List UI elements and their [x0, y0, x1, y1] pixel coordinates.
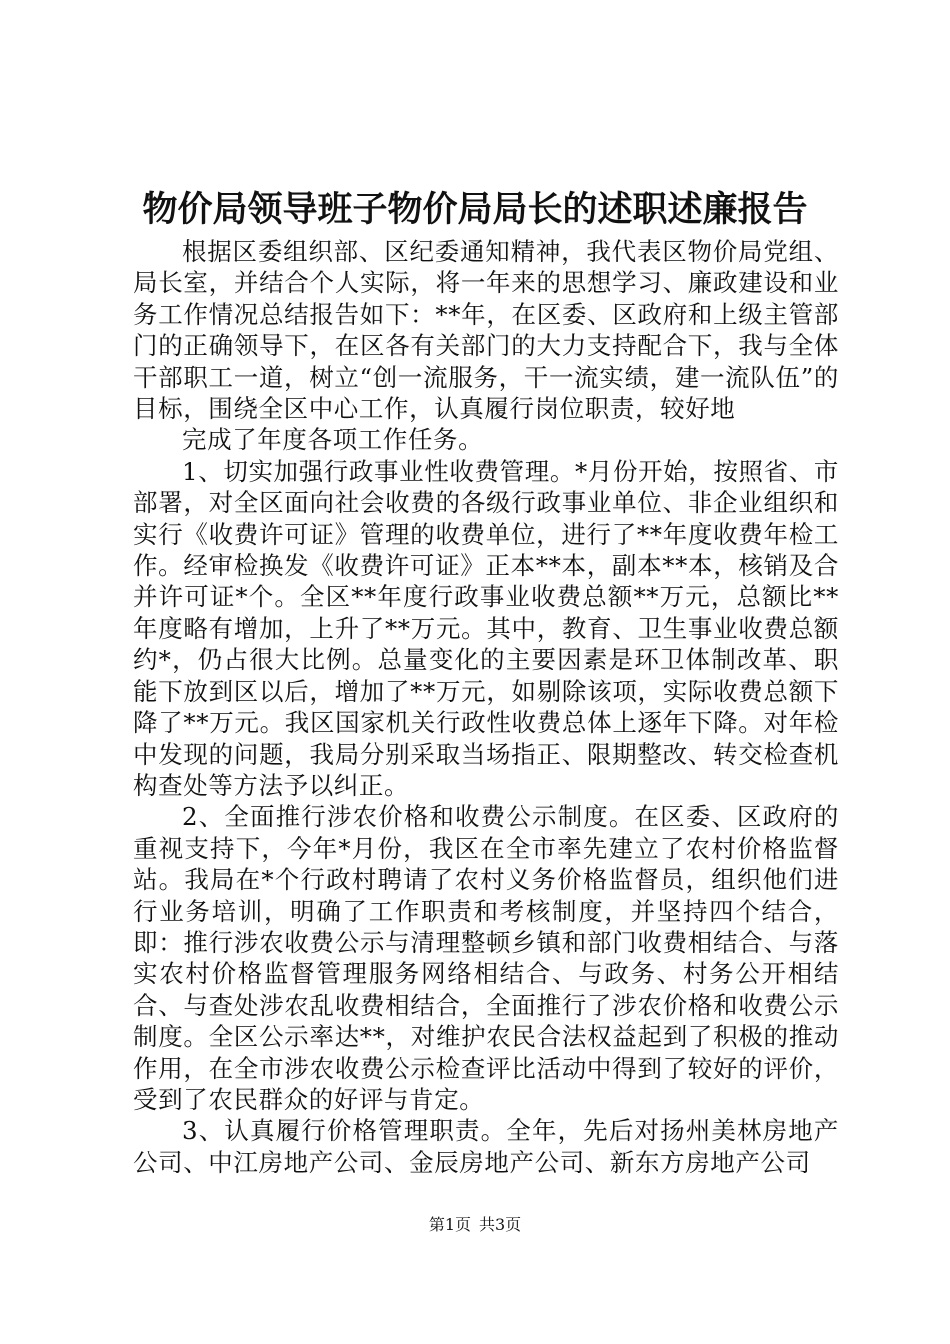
paragraph-item-2: 2、全面推行涉农价格和收费公示制度。在区委、区政府的重视支持下，今年*月份，我区在全市率先建立了农村价格监督站。我局在*个行政村聘请了农村义务价格监督员，组织他们进行业务培训，明确了工作职责和考核制度，并坚持四个结合，即：推行涉农收费公示与清理整顿乡镇和部门收费相结合、与落实农村价格监督管理服务网络相结合、与政务、村务公开相结合、与查处涉农乱收费相结合，全面推行了涉农价格和收费公示制度。全区公示率达**，对维护农民合法权益起到了积极的推动作用，在全市涉农收费公示检查评比活动中得到了较好的评价，受到了农民群众的好评与肯定。 — [133, 802, 839, 1114]
paragraph-item-3: 3、认真履行价格管理职责。全年，先后对扬州美林房地产公司、中江房地产公司、金辰房地产公司、新东方房地产公司 — [133, 1116, 839, 1177]
document-title: 物价局领导班子物价局局长的述职述廉报告 — [142, 189, 808, 230]
page-footer — [0, 1214, 950, 1236]
paragraph-item-1: 1、切实加强行政事业性收费管理。*月份开始，按照省、市部署，对全区面向社会收费的各级行政事业单位、非企业组织和实行《收费许可证》管理的收费单位，进行了**年度收费年检工作。经审检换发《收费许可证》正本**本，副本**本，核销及合并许可证*个。全区**年度行政事业收费总额**万元，总额比**年度略有增加，上升了**万元。其中，教育、卫生事业收费总额约*，仍占很大比例。总量变化的主要因素是环卫体制改革、职能下放到区以后，增加了**万元，如剔除该项，实际收费总额下降了**万元。我区国家机关行政性收费总体上逐年下降。对年检中发现的问题，我局分别采取当场指正、限期整改、转交检查机构查处等方法予以纠正。 — [133, 456, 839, 800]
paragraph-intro: 根据区委组织部、区纪委通知精神，我代表区物价局党组、局长室，并结合个人实际，将一年来的思想学习、廉政建设和业务工作情况总结报告如下：**年，在区委、区政府和上级主管部门的正确领导下，在区各有关部门的大力支持配合下，我与全体干部职工一道，树立“创一流服务，干一流实绩，建一流队伍”的目标，围绕全区中心工作，认真履行岗位职责，较好地 — [133, 237, 839, 424]
document-body — [133, 236, 839, 1178]
page-total: 共3页 — [479, 1215, 522, 1234]
page-number: 第1页 — [428, 1215, 471, 1234]
paragraph-continuation: 完成了年度各项工作任务。 — [182, 425, 484, 455]
